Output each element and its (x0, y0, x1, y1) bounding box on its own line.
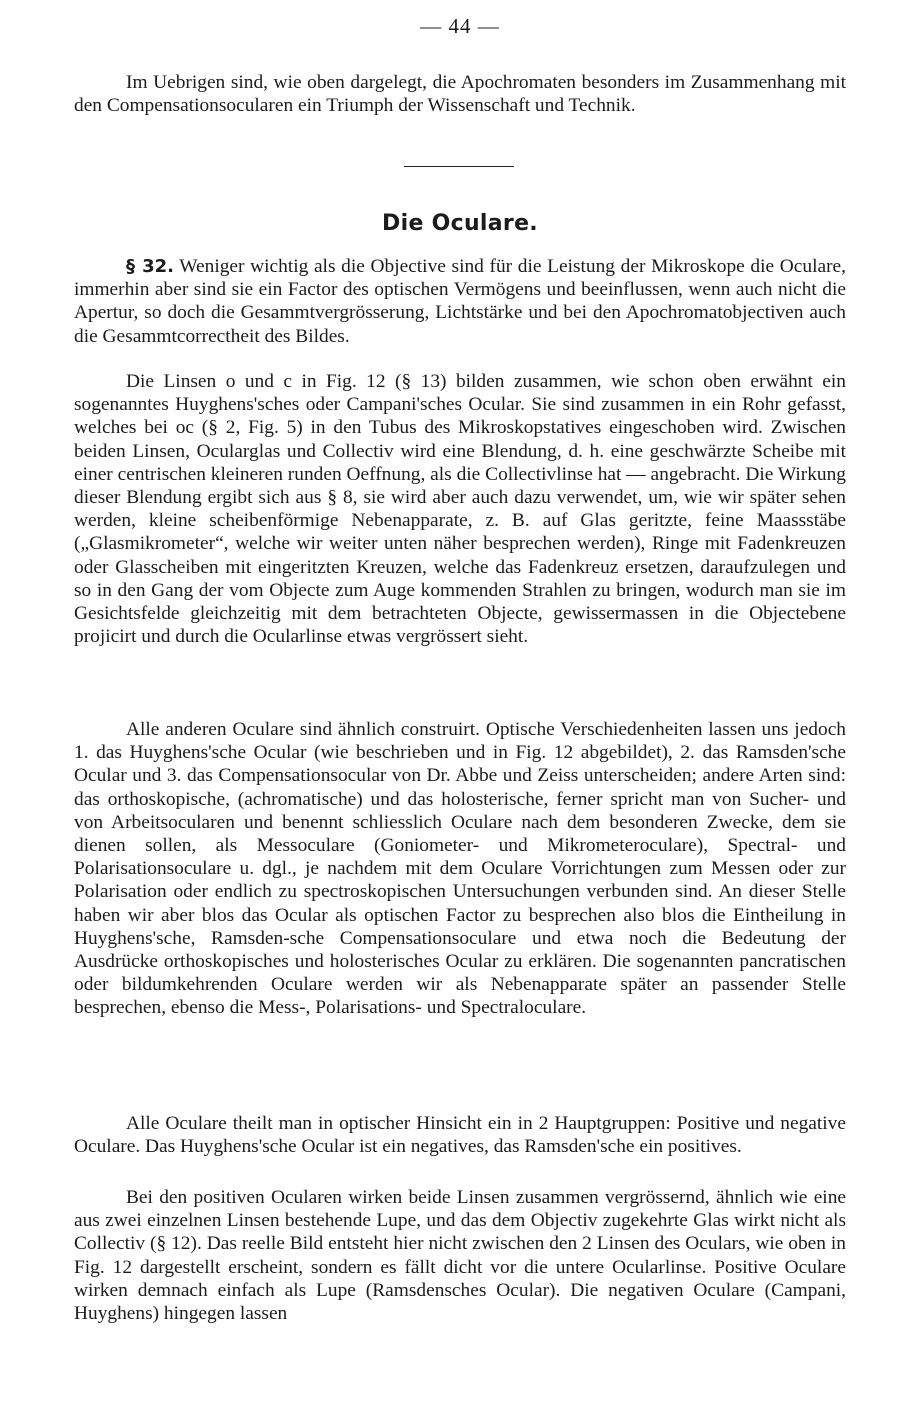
ocular-groups-paragraph: Alle Oculare theilt man in optischer Hinsicht ein in 2 Hauptgruppen: Positive und negative Oculare. Das Huyghens'sche Ocular ist ein negatives, das Ramsden'sche ein positives. (74, 1113, 846, 1158)
positive-oculars-paragraph: Bei den positiven Ocularen wirken beide Linsen zusammen vergrössernd, ähnlich wie eine aus zwei einzelnen Linsen bestehende Lupe, und das dem Objectiv zugekehrte Glas wirkt nicht als Collectiv (§ 12). Das reelle Bild entsteht hier nicht zwischen den 2 Linsen des Oculars, wie oben in Fig. 12 dargestellt erscheint, sondern es fällt dicht vor die untere Ocularlinse. Positive Oculare wirken demnach einfach als Lupe (Ramsdensches Ocular). Die negativen Oculare (Campani, Huyghens) hingegen lassen (74, 1187, 846, 1325)
lenses-paragraph: Die Linsen o und c in Fig. 12 (§ 13) bilden zusammen, wie schon oben erwähnt ein sogenanntes Huyghens'sches oder Campani'sches Ocular. Sie sind zusammen in ein Rohr gefasst, welches bei oc (§ 2, Fig. 5) in den Tubus des Mikroskopstatives eingeschoben wird. Zwischen beiden Linsen, Ocularglas und Collectiv wird eine Blendung, d. h. eine geschwärzte Scheibe mit einer centrischen kleineren runden Oeffnung, als die Collectivlinse hat — angebracht. Die Wirkung dieser Blendung ergibt sich aus § 8, sie wird aber auch dazu verwendet, um, wie wir später sehen werden, kleine scheibenförmige Nebenapparate, z. B. auf Glas geritzte, feine Maassstäbe („Glasmikrometer“, welche wir weiter unten näher besprechen werden), Ringe mit Fadenkreuzen oder Glasscheiben mit eingeritzten Kreuzen, welche das Fadenkreuz ersetzen, daraufzulegen und so in den Gang der vom Objecte zum Auge kommenden Strahlen zu bringen, wodurch man sie im Gesichtsfelde gleichzeitig mit dem betrachteten Objecte, gewissermassen in die Objectebene projicirt und durch die Ocularlinse etwas vergrössert sieht. (74, 371, 846, 648)
page-number: — 44 — (420, 14, 500, 38)
section-divider (404, 166, 514, 167)
intro-paragraph: Im Uebrigen sind, wie oben dargelegt, die Apochromaten besonders im Zusammenhang mit den Compensationsocularen ein Triumph der Wissenschaft und Technik. (74, 72, 846, 117)
section-32-paragraph (74, 255, 846, 348)
section-marker: § 32. (126, 256, 174, 277)
section-32-text: Weniger wichtig als die Objective sind für die Leistung der Mikroskope die Oculare, immerhin aber sind sie ein Factor des optischen Vermögens und beeinflussen, wenn auch nicht die Apertur, so doch die Gesammtvergrösserung, Lichtstärke und bei den Apochromatobjectiven auch die Gesammtcorrectheit des Bildes. (74, 256, 846, 347)
section-heading: Die Oculare. (382, 211, 538, 236)
ocular-types-paragraph: Alle anderen Oculare sind ähnlich construirt. Optische Verschiedenheiten lassen uns jedoch 1. das Huyghens'sche Ocular (wie beschrieben und in Fig. 12 abgebildet), 2. das Ramsden'sche Ocular und 3. das Compensationsocular von Dr. Abbe und Zeiss unterscheiden; andere Arten sind: das orthoskopische, (achromatische) und das holosterische, ferner spricht man von Sucher- und von Arbeitsocularen und benennt schliesslich Oculare nach dem besonderen Zwecke, dem sie dienen sollen, als Messoculare (Goniometer- und Mikrometeroculare), Spectral- und Polarisationsoculare u. dgl., je nachdem mit dem Oculare Vorrichtungen zum Messen oder zur Polarisation oder endlich zu spectroskopischen Untersuchungen verbunden sind. An dieser Stelle haben wir aber blos das Ocular als optischen Factor zu besprechen also blos die Eintheilung in Huyghens'sche, Ramsden-sche Compensationsoculare und etwa noch die Bedeutung der Ausdrücke orthoskopisches und holosterisches Ocular zu erklären. Die sogenannten pancratischen oder bildumkehrenden Oculare werden wir als Nebenapparate später an passender Stelle besprechen, ebenso die Mess-, Polarisations- und Spectraloculare. (74, 719, 846, 1019)
